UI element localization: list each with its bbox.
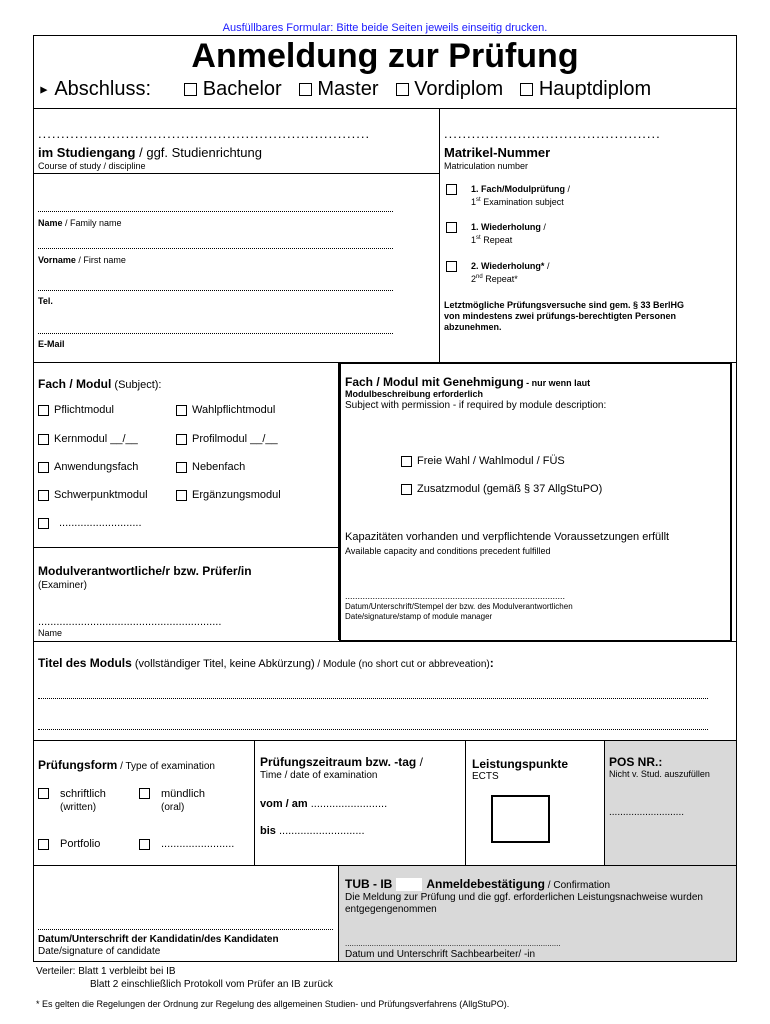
subject-option-anwendung: Anwendungsfach bbox=[38, 461, 138, 474]
confirmation-text: Die Meldung zur Prüfung und die ggf. erforderlichen Leistungsnachweise wurden entgegengenommen bbox=[345, 892, 703, 915]
subject-option-profil: Profilmodul __/__ bbox=[176, 433, 278, 446]
permission-title-line2: Modulbeschreibung erforderlich bbox=[345, 389, 484, 399]
exam-other: ........................ bbox=[139, 838, 234, 851]
other-checkbox[interactable] bbox=[38, 518, 49, 529]
name-label: Name / Family name bbox=[38, 218, 122, 228]
period-to[interactable]: bis ............................ bbox=[260, 825, 365, 837]
candidate-sign-label-en: Date/signature of candidate bbox=[38, 946, 161, 957]
attempt-repeat1-checkbox[interactable] bbox=[446, 222, 457, 233]
footnote: * Es gelten die Regelungen der Ordnung zur Regelung des allgemeinen Studien- und Prüfungsverfahrens (AllgStuPO). bbox=[36, 999, 510, 1009]
written-checkbox[interactable] bbox=[38, 788, 49, 799]
tub-ib-field[interactable] bbox=[396, 878, 422, 891]
tel-label: Tel. bbox=[38, 296, 53, 306]
master-label: Master bbox=[317, 78, 379, 100]
attempts-note: Letztmögliche Prüfungsversuche sind gem. § 33 BerlHG von mindestens zwei prüfungs-berechtigten Personen abzunehmen. bbox=[444, 300, 685, 332]
subject-option-schwerpunkt: Schwerpunktmodul bbox=[38, 489, 148, 502]
subject-option-neben: Nebenfach bbox=[176, 461, 245, 474]
candidate-sign-label: Datum/Unterschrift der Kandidatin/des Kandidaten bbox=[38, 934, 279, 945]
additional-module-checkbox[interactable] bbox=[401, 484, 412, 495]
matrikel-label: Matrikel-Nummer bbox=[444, 145, 551, 160]
module-title-label: Titel des Moduls (vollständiger Titel, keine Abkürzung) / Module (no short cut or abbreveation): bbox=[38, 656, 494, 670]
degree-label: Abschluss: bbox=[54, 78, 152, 100]
pos-input[interactable]: ........................... bbox=[609, 807, 685, 818]
attempt-first-checkbox[interactable] bbox=[446, 184, 457, 195]
exam-portfolio: Portfolio bbox=[38, 838, 100, 851]
bachelor-checkbox[interactable] bbox=[184, 83, 197, 96]
candidate-sign-input[interactable] bbox=[38, 929, 333, 930]
examiner-input[interactable]: ............................................................ bbox=[38, 616, 222, 628]
ergaenzung-checkbox[interactable] bbox=[176, 490, 187, 501]
period-sub: Time / date of examination bbox=[260, 770, 378, 781]
email-label: E-Mail bbox=[38, 339, 65, 349]
form-title: Anmeldung zur Prüfung bbox=[191, 37, 579, 75]
subject-option-wahlpflicht: Wahlpflichtmodul bbox=[176, 404, 275, 417]
matrikel-label-en: Matriculation number bbox=[444, 161, 529, 171]
name-input[interactable] bbox=[38, 211, 393, 212]
exam-form-title: Prüfungsform / Type of examination bbox=[38, 758, 215, 772]
points-title: Leistungspunkte bbox=[472, 757, 569, 771]
hauptdiplom-label: Hauptdiplom bbox=[538, 78, 652, 100]
module-title-input-1[interactable] bbox=[38, 698, 708, 699]
anwendung-checkbox[interactable] bbox=[38, 462, 49, 473]
permission-sign-label: Datum/Unterschrift/Stempel der bzw. des Modulverantwortlichen bbox=[345, 602, 573, 611]
wahlpflicht-checkbox[interactable] bbox=[176, 405, 187, 416]
period-from[interactable]: vom / am ......................... bbox=[260, 798, 388, 810]
ects-input-box[interactable] bbox=[491, 795, 550, 843]
oral-checkbox[interactable] bbox=[139, 788, 150, 799]
subject-option-ergaenzung: Ergänzungsmodul bbox=[176, 489, 281, 502]
examiner-name-label: Name bbox=[38, 628, 63, 638]
capacity-text: Kapazitäten vorhanden und verpflichtende Voraussetzungen erfüllt bbox=[345, 531, 670, 543]
matrikel-input[interactable]: ............................................... bbox=[444, 126, 661, 141]
pos-sub: Nicht v. Stud. auszufüllen bbox=[609, 769, 710, 779]
subject-option-other: ........................... bbox=[38, 517, 142, 530]
attempt-repeat-2: 2. Wiederholung* / 2nd Repeat* bbox=[446, 261, 736, 285]
schwerpunkt-checkbox[interactable] bbox=[38, 490, 49, 501]
distribution-line-1: Verteiler: Blatt 1 verbleibt bei IB bbox=[36, 966, 176, 977]
vordiplom-label: Vordiplom bbox=[414, 78, 504, 100]
bachelor-label: Bachelor bbox=[202, 78, 282, 100]
master-checkbox[interactable] bbox=[299, 83, 312, 96]
degree-row bbox=[38, 78, 651, 101]
examiner-sub: (Examiner) bbox=[38, 580, 87, 591]
pflicht-checkbox[interactable] bbox=[38, 405, 49, 416]
email-input[interactable] bbox=[38, 333, 393, 334]
vorname-label: Vorname / First name bbox=[38, 255, 126, 265]
examiner-title: Modulverantwortliche/r bzw. Prüfer/in bbox=[38, 564, 252, 578]
exam-oral: mündlich (oral) bbox=[139, 788, 205, 814]
free-choice-checkbox[interactable] bbox=[401, 456, 412, 467]
clerk-sign-label: Datum und Unterschrift Sachbearbeiter/ -in bbox=[345, 949, 536, 960]
period-title: Prüfungszeitraum bzw. -tag / bbox=[260, 755, 423, 769]
portfolio-checkbox[interactable] bbox=[38, 839, 49, 850]
subject-option-kern: Kernmodul __/__ bbox=[38, 433, 138, 446]
attempt-first: 1. Fach/Modulprüfung / 1st Examination subject bbox=[446, 184, 736, 208]
capacity-text-en: Available capacity and conditions precedent fulfilled bbox=[345, 546, 551, 556]
arrow-icon: ► bbox=[38, 82, 50, 97]
print-note: Ausfüllbares Formular: Bitte beide Seiten jeweils einseitig drucken. bbox=[222, 22, 548, 34]
pos-title: POS NR.: bbox=[609, 755, 663, 769]
permission-sign-label-en: Date/signature/stamp of module manager bbox=[345, 612, 493, 621]
exam-written: schriftlich (written) bbox=[38, 788, 106, 814]
attempt-repeat2-checkbox[interactable] bbox=[446, 261, 457, 272]
subject-option-pflicht: Pflichtmodul bbox=[38, 404, 114, 417]
clerk-sign-input[interactable]: ................................................................................................. bbox=[345, 939, 561, 948]
neben-checkbox[interactable] bbox=[176, 462, 187, 473]
module-title-input-2[interactable] bbox=[38, 729, 708, 730]
points-sub: ECTS bbox=[472, 771, 499, 782]
hauptdiplom-checkbox[interactable] bbox=[520, 83, 533, 96]
distribution-line-2: Blatt 2 einschließlich Protokoll vom Prüfer an IB zurück bbox=[90, 979, 333, 990]
attempt-repeat-1: 1. Wiederholung / 1st Repeat bbox=[446, 222, 736, 246]
confirmation-title: TUB - IB Anmeldebestätigung / Confirmation bbox=[345, 877, 611, 891]
kern-checkbox[interactable] bbox=[38, 434, 49, 445]
study-input[interactable]: ........................................................................ bbox=[38, 126, 371, 141]
permission-sign-input[interactable]: ........................................................................................ bbox=[345, 591, 566, 601]
subject-title: Fach / Modul (Subject): bbox=[38, 377, 162, 391]
exam-other-checkbox[interactable] bbox=[139, 839, 150, 850]
permission-option-free: Freie Wahl / Wahlmodul / FÜS bbox=[401, 455, 565, 468]
permission-sub: Subject with permission - if required by module description: bbox=[345, 400, 607, 411]
profil-checkbox[interactable] bbox=[176, 434, 187, 445]
vordiplom-checkbox[interactable] bbox=[396, 83, 409, 96]
study-label-en: Course of study / discipline bbox=[38, 161, 146, 171]
permission-option-extra: Zusatzmodul (gemäß § 37 AllgStuPO) bbox=[401, 483, 602, 496]
tel-input[interactable] bbox=[38, 290, 393, 291]
study-label: im Studiengang / ggf. Studienrichtung bbox=[38, 145, 262, 160]
vorname-input[interactable] bbox=[38, 248, 393, 249]
permission-title: Fach / Modul mit Genehmigung - nur wenn laut bbox=[345, 375, 591, 389]
